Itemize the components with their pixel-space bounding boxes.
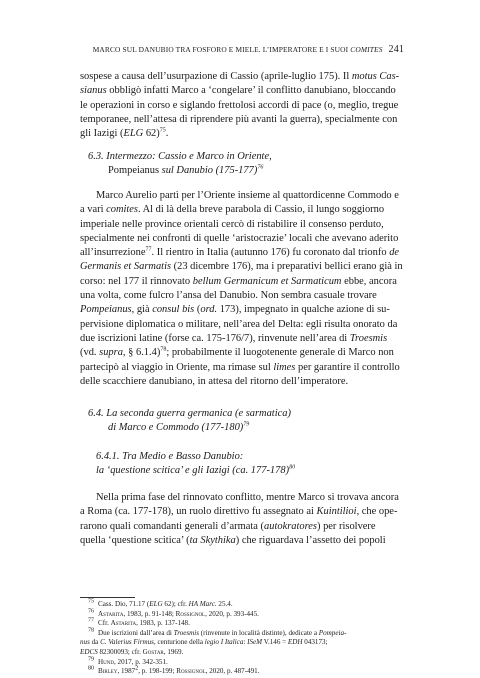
paragraph-continuation (80, 70, 406, 141)
text-line: all’insurrezione$^{77}$. Il rientro in Italia (autunno 176) fu coronato dal trionfo de (80, 246, 400, 259)
text-line: Pompeianus, già consul bis (ord. 173), impegnato in qualche azione di su- (80, 304, 390, 316)
text-line: Marco Aurelio partì per l’Oriente insieme al quattordicenne Commodo e (96, 190, 399, 201)
footnote-ref: 77 (145, 246, 152, 253)
running-header (80, 44, 404, 55)
text-line: quella ‘questione scitica’ (ta Skythika) che riguardava l’assetto dei popoli (80, 534, 386, 546)
text-line: rarono quali comandanti generali d’armata (autokratores) per risolvere (80, 520, 376, 532)
section-heading-6-3: 6.3. Intermezzo: Cassio e Marco in Oriente, Pompeianus sul Danubio $(175-177)^{76}$ (88, 151, 272, 177)
text-line: specialmente nei confronti di quelle ‘aristocrazie’ locali che avevano aderito (80, 232, 399, 244)
text-line: pervisione diplomatica o militare, nell’area del Delta: egli risulta onorato da (80, 318, 398, 330)
paragraph (80, 189, 406, 389)
footnote-79: $^{79}$ Hund, 2017, p. 342-351. (88, 656, 168, 666)
paragraph (80, 491, 406, 548)
text-line: corso: nel 177 il rinnovato bellum Germanicum et Sarmaticum ebbe, ancora (80, 275, 397, 287)
text-line: (vd. supra, § 6.1.4)$^{78}$; probabilmente il luogotenente generale di Marco non (80, 346, 394, 359)
text-line: Nella prima fase del rinnovato conflitto, mentre Marco si trovava ancora (96, 492, 399, 503)
footnote-77: $^{77}$ Cfr. Astarita, 1983, p. 137-148. (88, 617, 190, 628)
footnote-ref: 80 (289, 464, 296, 471)
footnote-ref: 79 (243, 421, 250, 428)
section-heading-6-4: 6.4. La seconda guerra germanica (e sarmatica) di Marco e Commodo $(177-180)^{79}$ (88, 408, 291, 434)
text-line: sianus obbligò infatti Marco a ‘congelare’ il conflitto danubiano, bloccando (80, 85, 396, 97)
running-title-italic: COMITES (350, 45, 383, 54)
text-line: Germanis et Sarmatis (23 dicembre 176), ma i preparativi bellici erano già in (80, 261, 403, 273)
footnote-78-cont: nus da C. Valerius Firmus, centurione della legio I Italica: ISeM V.146 = EDH 043173; (80, 638, 328, 647)
footnote-80: $^{80}$ Birley, 1987$^2$, p. 198-199; Rossignol, 2020, p. 487-491. (88, 665, 260, 676)
footnote-78: $^{78}$ Due iscrizioni dall’area di Troesmis (rinvenute in località distinte), dedicate a Pompeia- (88, 627, 347, 637)
footnote-ref: 78 (160, 346, 167, 353)
text-line: temporanee, nell’attesa di riprendere più avanti la guerra), specialmente con (80, 113, 398, 125)
footnote-78-cont: EDCS 82300093; cfr. Gostar, 1969. (80, 647, 184, 656)
section-heading-6-4-1: 6.4.1. Tra Medio e Basso Danubio: la ‘questione scitica’ e gli Iazigi (ca. 177-178)$^{80}$ (96, 451, 296, 477)
text-line: delle scacchiere danubiano, in attesa del ritorno dell’imperatore. (80, 375, 349, 387)
text-line: gli Iazigi (ELG 62)$^{75}$. (80, 127, 169, 140)
text-line: le operazioni in corso e siglando frettolosi accordi di pace (o, meglio, tregue (80, 99, 399, 111)
text-line: imperiale nelle province orientali cercò di ristabilire il consenso perduto, (80, 218, 384, 230)
text-line: due iscrizioni latine (forse ca. 175-176/7), rinvenute nell’area di Troesmis (80, 332, 388, 344)
footnote-ref: 75 (159, 127, 166, 134)
text-line: a vari comites. Al di là della breve parabola di Cassio, il lungo soggiorno (80, 204, 385, 216)
running-title: MARCO SUL DANUBIO TRA FOSFORO E MIELE. L’IMPERATORE E I SUOI (92, 45, 349, 54)
footnote-75: $^{75}$ Cass. Dio, 71.17 (ELG 62); cfr. HA Marc. 25.4. (88, 598, 233, 608)
text-line: a Roma (ca. 177-178), un ruolo direttivo fu assegnato ai Kuintilioi, che ope- (80, 506, 398, 518)
text-line: partecipò al viaggio in Oriente, ma rimase sul limes per garantire il controllo (80, 361, 400, 373)
text-line: una volta, come fulcro l’ansa del Danubio. Non sembra casuale trovare (80, 290, 377, 302)
page-number: 241 (388, 44, 404, 55)
footnote-ref: 76 (257, 164, 264, 171)
footnotes (80, 600, 406, 677)
text-line: sospese a causa dell’usurpazione di Cassio (aprile-luglio 175). Il motus Cas- (80, 71, 400, 82)
footnote-76: $^{76}$ Astarita, 1983, p. 91-148; Rossignol, 2020, p. 393-445. (88, 608, 259, 618)
